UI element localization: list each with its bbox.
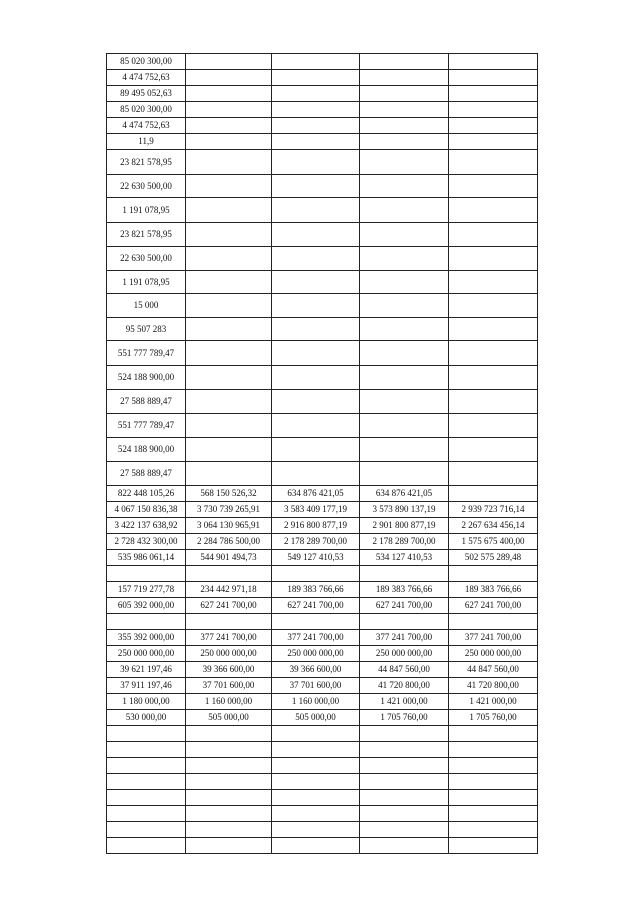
table-row [107, 462, 538, 486]
table-cell [360, 566, 449, 582]
table-cell: 41 720 800,00 [449, 678, 538, 694]
table-cell: 502 575 289,48 [449, 550, 538, 566]
table-row [107, 175, 538, 198]
table-cell [107, 614, 186, 630]
table-cell [186, 134, 272, 150]
table-cell: 2 284 786 500,00 [186, 534, 272, 550]
table-cell: 605 392 000,00 [107, 598, 186, 614]
table-cell: 4 474 752,63 [107, 118, 186, 134]
table-cell [272, 838, 360, 854]
table-cell [449, 54, 538, 70]
table-cell [360, 790, 449, 806]
table-cell [186, 806, 272, 822]
table-cell [449, 366, 538, 390]
table-row [107, 366, 538, 390]
table-cell [272, 438, 360, 462]
table-cell [449, 742, 538, 758]
table-cell: 1 180 000,00 [107, 694, 186, 710]
table-cell [449, 341, 538, 366]
table-cell: 1 160 000,00 [186, 694, 272, 710]
table-cell [107, 742, 186, 758]
table-cell [186, 150, 272, 175]
table-cell [272, 118, 360, 134]
table-cell [272, 366, 360, 390]
table-cell: 2 901 800 877,19 [360, 518, 449, 534]
table-cell [449, 614, 538, 630]
table-cell [272, 726, 360, 742]
table-cell: 44 847 560,00 [360, 662, 449, 678]
table-cell [360, 742, 449, 758]
table-cell [186, 822, 272, 838]
table-cell [449, 102, 538, 118]
table-body [107, 54, 538, 854]
table-cell [449, 175, 538, 198]
table-cell: 2 267 634 456,14 [449, 518, 538, 534]
table-row [107, 70, 538, 86]
table-row [107, 134, 538, 150]
table-cell [272, 414, 360, 438]
table-cell: 535 986 061,14 [107, 550, 186, 566]
table-cell: 505 000,00 [272, 710, 360, 726]
table-cell [449, 790, 538, 806]
table-row [107, 390, 538, 414]
table-cell [272, 175, 360, 198]
table-row [107, 318, 538, 341]
table-cell [186, 790, 272, 806]
table-cell [272, 223, 360, 247]
table-cell: 234 442 971,18 [186, 582, 272, 598]
table-cell [186, 54, 272, 70]
table-cell: 1 191 078,95 [107, 271, 186, 294]
table-cell: 85 020 300,00 [107, 102, 186, 118]
table-cell [107, 758, 186, 774]
table-cell: 1 575 675 400,00 [449, 534, 538, 550]
table-cell [360, 614, 449, 630]
table-cell [186, 247, 272, 271]
table-cell: 524 188 900,00 [107, 438, 186, 462]
table-cell [272, 150, 360, 175]
table-cell: 524 188 900,00 [107, 366, 186, 390]
table-row [107, 822, 538, 838]
table-cell: 3 064 130 965,91 [186, 518, 272, 534]
table-cell: 250 000 000,00 [449, 646, 538, 662]
table-cell: 89 495 052,63 [107, 86, 186, 102]
table-cell [272, 271, 360, 294]
table-cell [449, 70, 538, 86]
table-cell [186, 614, 272, 630]
table-cell [449, 134, 538, 150]
table-row [107, 758, 538, 774]
table-cell [186, 294, 272, 318]
table-cell [272, 742, 360, 758]
table-row [107, 486, 538, 502]
table-cell: 189 383 766,66 [272, 582, 360, 598]
table-cell [449, 223, 538, 247]
table-cell [107, 774, 186, 790]
data-table [106, 53, 538, 854]
table-cell [449, 150, 538, 175]
table-cell: 355 392 000,00 [107, 630, 186, 646]
table-cell [186, 341, 272, 366]
table-cell [272, 86, 360, 102]
table-row [107, 838, 538, 854]
table-cell: 3 583 409 177,19 [272, 502, 360, 518]
table-row [107, 271, 538, 294]
table-cell: 2 916 800 877,19 [272, 518, 360, 534]
table-cell: 627 241 700,00 [272, 598, 360, 614]
table-cell [186, 390, 272, 414]
table-cell [360, 758, 449, 774]
table-cell [360, 118, 449, 134]
table-row [107, 54, 538, 70]
table-row [107, 806, 538, 822]
table-cell: 15 000 [107, 294, 186, 318]
table-cell [449, 806, 538, 822]
table-cell [186, 438, 272, 462]
table-cell [360, 198, 449, 223]
table-cell [186, 86, 272, 102]
table-row [107, 550, 538, 566]
table-cell [272, 774, 360, 790]
table-cell [360, 822, 449, 838]
table-row [107, 534, 538, 550]
table-cell: 189 383 766,66 [360, 582, 449, 598]
table-cell: 534 127 410,53 [360, 550, 449, 566]
table-cell [272, 198, 360, 223]
table-cell [449, 318, 538, 341]
table-cell [360, 318, 449, 341]
table-row [107, 118, 538, 134]
table-cell: 549 127 410,53 [272, 550, 360, 566]
table-cell [186, 774, 272, 790]
table-cell: 250 000 000,00 [360, 646, 449, 662]
table-cell [449, 86, 538, 102]
table-cell: 27 588 889,47 [107, 390, 186, 414]
table-cell [360, 223, 449, 247]
table-cell: 377 241 700,00 [360, 630, 449, 646]
table-cell [272, 70, 360, 86]
table-cell [186, 175, 272, 198]
table-row [107, 438, 538, 462]
table-cell [272, 134, 360, 150]
table-cell: 157 719 277,78 [107, 582, 186, 598]
table-cell [107, 822, 186, 838]
table-cell [449, 838, 538, 854]
table-cell [449, 247, 538, 271]
table-row [107, 341, 538, 366]
table-cell: 2 178 289 700,00 [272, 534, 360, 550]
table-cell [360, 70, 449, 86]
table-cell [449, 486, 538, 502]
table-cell: 37 701 600,00 [186, 678, 272, 694]
table-row [107, 582, 538, 598]
table-cell [360, 806, 449, 822]
table-cell [272, 390, 360, 414]
table-cell: 37 701 600,00 [272, 678, 360, 694]
table-cell [272, 614, 360, 630]
table-cell [272, 822, 360, 838]
table-cell: 37 911 197,46 [107, 678, 186, 694]
table-cell [186, 223, 272, 247]
table-row [107, 86, 538, 102]
table-row [107, 102, 538, 118]
table-cell [186, 198, 272, 223]
table-cell [449, 198, 538, 223]
table-row [107, 294, 538, 318]
table-cell: 4 067 150 836,38 [107, 502, 186, 518]
table-cell [360, 414, 449, 438]
table-cell: 530 000,00 [107, 710, 186, 726]
table-cell [186, 414, 272, 438]
table-cell [360, 390, 449, 414]
table-cell: 39 366 600,00 [272, 662, 360, 678]
table-cell [272, 566, 360, 582]
table-cell [272, 341, 360, 366]
table-cell [360, 54, 449, 70]
table-cell: 250 000 000,00 [272, 646, 360, 662]
table-cell [107, 726, 186, 742]
table-row [107, 614, 538, 630]
table-cell [186, 726, 272, 742]
table-cell: 1 421 000,00 [449, 694, 538, 710]
table-row [107, 790, 538, 806]
table-cell [360, 294, 449, 318]
table-row [107, 678, 538, 694]
table-cell [449, 118, 538, 134]
table-row [107, 774, 538, 790]
table-cell [360, 462, 449, 486]
table-cell [449, 774, 538, 790]
table-cell [449, 758, 538, 774]
table-cell [360, 726, 449, 742]
table-cell [360, 175, 449, 198]
table-cell [449, 294, 538, 318]
table-cell: 377 241 700,00 [449, 630, 538, 646]
table-cell: 23 821 578,95 [107, 223, 186, 247]
table-row [107, 566, 538, 582]
table-cell [186, 70, 272, 86]
table-row [107, 742, 538, 758]
table-cell [360, 341, 449, 366]
table-row [107, 710, 538, 726]
table-cell: 634 876 421,05 [360, 486, 449, 502]
table-cell [449, 271, 538, 294]
table-cell [186, 366, 272, 390]
table-cell: 377 241 700,00 [272, 630, 360, 646]
table-row [107, 414, 538, 438]
table-cell [272, 462, 360, 486]
table-cell: 822 448 105,26 [107, 486, 186, 502]
table-cell [107, 806, 186, 822]
table-cell: 2 178 289 700,00 [360, 534, 449, 550]
table-cell [449, 438, 538, 462]
table-cell [186, 318, 272, 341]
table-cell: 505 000,00 [186, 710, 272, 726]
table-cell: 95 507 283 [107, 318, 186, 341]
table-row [107, 518, 538, 534]
table-cell: 1 160 000,00 [272, 694, 360, 710]
table-cell: 634 876 421,05 [272, 486, 360, 502]
table-cell [107, 790, 186, 806]
table-cell: 39 621 197,46 [107, 662, 186, 678]
table-cell [449, 726, 538, 742]
table-cell: 2 728 432 300,00 [107, 534, 186, 550]
table-cell [272, 790, 360, 806]
table-cell: 1 705 760,00 [360, 710, 449, 726]
table-cell [360, 86, 449, 102]
table-cell [360, 102, 449, 118]
table-cell [107, 838, 186, 854]
table-row [107, 630, 538, 646]
table-cell [186, 838, 272, 854]
table-cell [272, 806, 360, 822]
table-cell [272, 247, 360, 271]
table-cell [186, 566, 272, 582]
table-cell: 568 150 526,32 [186, 486, 272, 502]
table-cell [272, 758, 360, 774]
table-cell [449, 414, 538, 438]
table-cell [272, 318, 360, 341]
table-cell [360, 271, 449, 294]
table-cell [186, 462, 272, 486]
table-cell: 4 474 752,63 [107, 70, 186, 86]
table-cell: 189 383 766,66 [449, 582, 538, 598]
table-row [107, 150, 538, 175]
table-cell: 250 000 000,00 [186, 646, 272, 662]
table-cell [360, 838, 449, 854]
table-cell: 544 901 494,73 [186, 550, 272, 566]
table-cell: 11,9 [107, 134, 186, 150]
table-cell: 22 630 500,00 [107, 247, 186, 271]
table-cell: 39 366 600,00 [186, 662, 272, 678]
table-cell: 22 630 500,00 [107, 175, 186, 198]
table-cell: 250 000 000,00 [107, 646, 186, 662]
table-cell [186, 102, 272, 118]
table-cell [449, 390, 538, 414]
table-cell: 2 939 723 716,14 [449, 502, 538, 518]
table-cell [449, 566, 538, 582]
table-cell: 1 191 078,95 [107, 198, 186, 223]
table-row [107, 198, 538, 223]
table-cell [186, 118, 272, 134]
table-cell [186, 271, 272, 294]
table-cell [449, 822, 538, 838]
table-cell [360, 774, 449, 790]
table-cell [272, 294, 360, 318]
table-cell: 3 422 137 638,92 [107, 518, 186, 534]
table-cell [360, 366, 449, 390]
table-cell [186, 758, 272, 774]
table-cell: 1 705 760,00 [449, 710, 538, 726]
table-cell [360, 150, 449, 175]
table-row [107, 646, 538, 662]
table-cell [360, 438, 449, 462]
table-row [107, 694, 538, 710]
table-cell: 1 421 000,00 [360, 694, 449, 710]
table-cell [107, 566, 186, 582]
table-cell: 627 241 700,00 [186, 598, 272, 614]
table-cell: 85 020 300,00 [107, 54, 186, 70]
table-cell: 23 821 578,95 [107, 150, 186, 175]
table-cell [272, 102, 360, 118]
table-row [107, 662, 538, 678]
table-cell: 377 241 700,00 [186, 630, 272, 646]
table-row [107, 223, 538, 247]
table-row [107, 726, 538, 742]
table-cell: 551 777 789,47 [107, 341, 186, 366]
table-cell [186, 742, 272, 758]
table-row [107, 247, 538, 271]
table-cell: 41 720 800,00 [360, 678, 449, 694]
table-cell: 551 777 789,47 [107, 414, 186, 438]
table-cell: 27 588 889,47 [107, 462, 186, 486]
table-cell [360, 247, 449, 271]
table-cell [272, 54, 360, 70]
table-cell: 627 241 700,00 [360, 598, 449, 614]
table-cell: 3 730 739 265,91 [186, 502, 272, 518]
table-cell: 3 573 890 137,19 [360, 502, 449, 518]
table-row [107, 598, 538, 614]
table-cell: 627 241 700,00 [449, 598, 538, 614]
table-cell: 44 847 560,00 [449, 662, 538, 678]
table-cell [360, 134, 449, 150]
table-row [107, 502, 538, 518]
table-cell [449, 462, 538, 486]
